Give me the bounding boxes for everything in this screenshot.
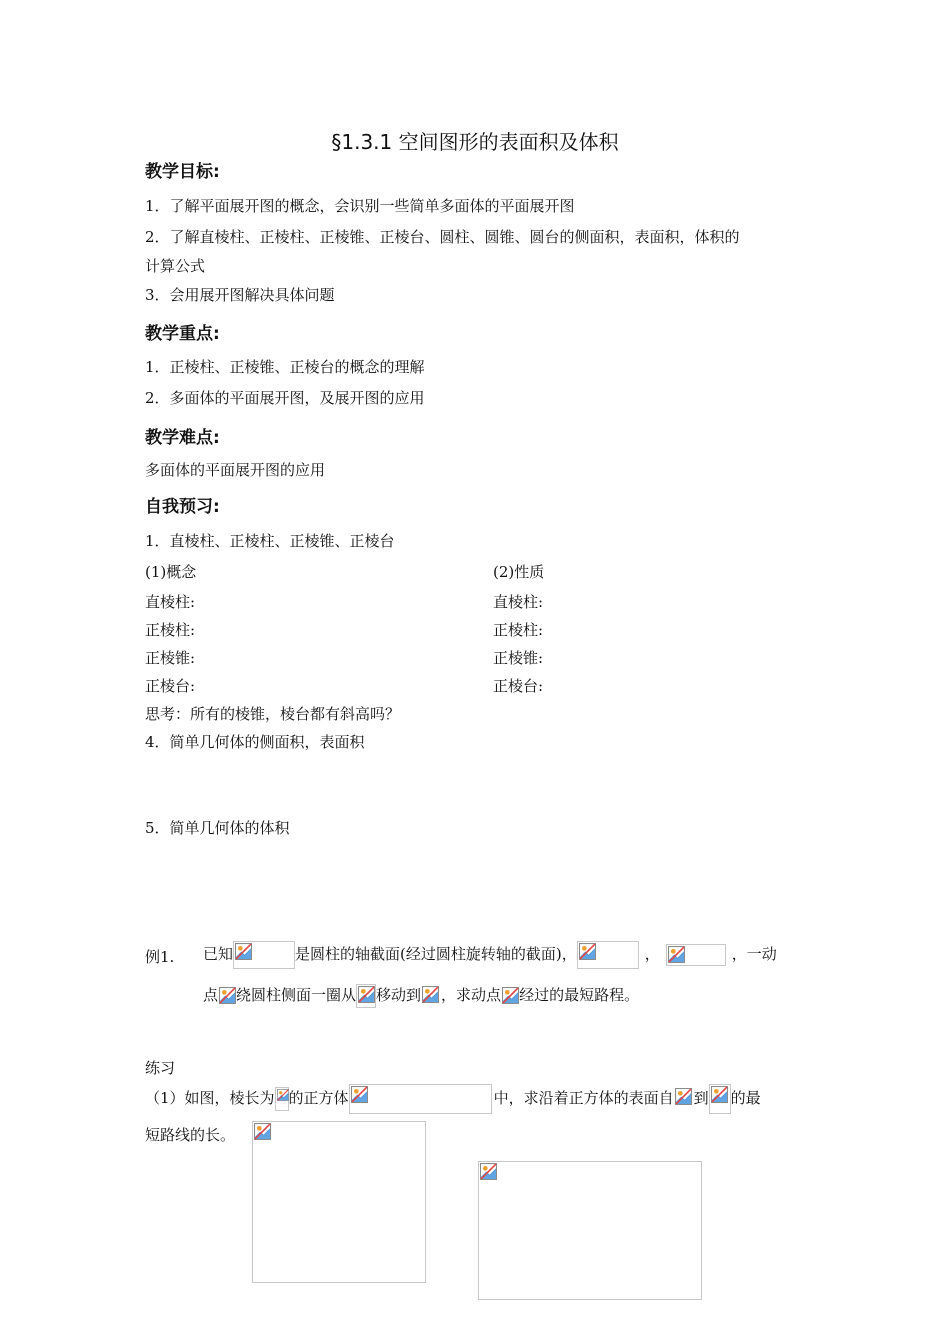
item-4: 4．简单几何体的侧面积，表面积 <box>145 733 365 751</box>
broken-image-icon <box>356 984 376 1008</box>
practice-text: 中，求沿着正方体的表面自 <box>493 1089 674 1107</box>
property-item: 正棱台: <box>493 677 544 695</box>
key-heading: 教学重点: <box>145 324 220 344</box>
concept-label: (1)概念 <box>145 563 197 581</box>
broken-image-icon <box>709 1084 731 1114</box>
property-item: 直棱柱: <box>493 593 544 611</box>
concept-item: 直棱柱: <box>145 593 196 611</box>
example-text: ， <box>644 945 660 963</box>
example-text: ，一动 <box>731 945 777 963</box>
goals-heading: 教学目标: <box>145 162 220 182</box>
key-point-1: 1．正棱柱、正棱锥、正棱台的概念的理解 <box>145 358 425 376</box>
difficulty-text: 多面体的平面展开图的应用 <box>145 461 326 479</box>
preview-heading: 自我预习: <box>145 497 220 517</box>
key-point-2: 2．多面体的平面展开图，及展开图的应用 <box>145 389 425 407</box>
broken-image-icon <box>233 941 295 969</box>
preview-item-1: 1．直棱柱、正棱柱、正棱锥、正棱台 <box>145 532 395 550</box>
broken-image-icon <box>674 1087 694 1111</box>
example-text: 已知 <box>203 945 234 963</box>
example-text: 点 <box>203 986 219 1004</box>
practice-text: 的最 <box>730 1089 761 1107</box>
concept-item: 正棱锥: <box>145 649 196 667</box>
goal-2: 2．了解直棱柱、正棱柱、正棱锥、正棱台、圆柱、圆锥、圆台的侧面积，表面积，体积的 <box>145 228 740 246</box>
goal-1: 1．了解平面展开图的概念，会识别一些简单多面体的平面展开图 <box>145 197 575 215</box>
example-text: 经过的最短路程。 <box>519 986 640 1004</box>
practice-line-2: 短路线的长。 <box>145 1126 236 1144</box>
example-text: ，求动点 <box>441 986 502 1004</box>
broken-image-icon <box>501 986 519 1006</box>
practice-text: 的正方体 <box>288 1089 349 1107</box>
property-label: (2)性质 <box>493 563 545 581</box>
broken-image-icon <box>349 1084 492 1114</box>
example-label: 例1. <box>145 948 175 966</box>
concept-item: 正棱台: <box>145 677 196 695</box>
example-text: 是圆柱的轴截面(经过圆柱旋转轴的截面)， <box>295 945 577 963</box>
broken-image-icon <box>218 986 236 1006</box>
example-text: 移动到 <box>376 986 422 1004</box>
broken-image-icon <box>478 1161 702 1300</box>
page-title: §1.3.1 空间图形的表面积及体积 <box>331 130 619 154</box>
property-item: 正棱柱: <box>493 621 544 639</box>
practice-text: 到 <box>693 1089 709 1107</box>
practice-heading: 练习 <box>145 1059 176 1077</box>
broken-image-icon <box>666 944 726 966</box>
goal-2-cont: 计算公式 <box>145 257 206 275</box>
example-text: 绕圆柱侧面一圈从 <box>236 986 357 1004</box>
broken-image-icon <box>275 1087 289 1111</box>
broken-image-icon <box>577 941 639 969</box>
practice-line-1 <box>145 1083 761 1114</box>
broken-image-icon <box>421 985 441 1007</box>
concept-item: 正棱柱: <box>145 621 196 639</box>
broken-image-icon <box>252 1121 426 1283</box>
practice-text: （1）如图，棱长为 <box>145 1089 275 1107</box>
think-question: 思考：所有的棱锥，棱台都有斜高吗？ <box>145 705 401 723</box>
goal-3: 3．会用展开图解决具体问题 <box>145 286 335 304</box>
item-5: 5．简单几何体的体积 <box>145 819 290 837</box>
difficulty-heading: 教学难点: <box>145 428 220 448</box>
example-line-2 <box>203 983 639 1008</box>
example-line-1 <box>203 940 777 969</box>
property-item: 正棱锥: <box>493 649 544 667</box>
